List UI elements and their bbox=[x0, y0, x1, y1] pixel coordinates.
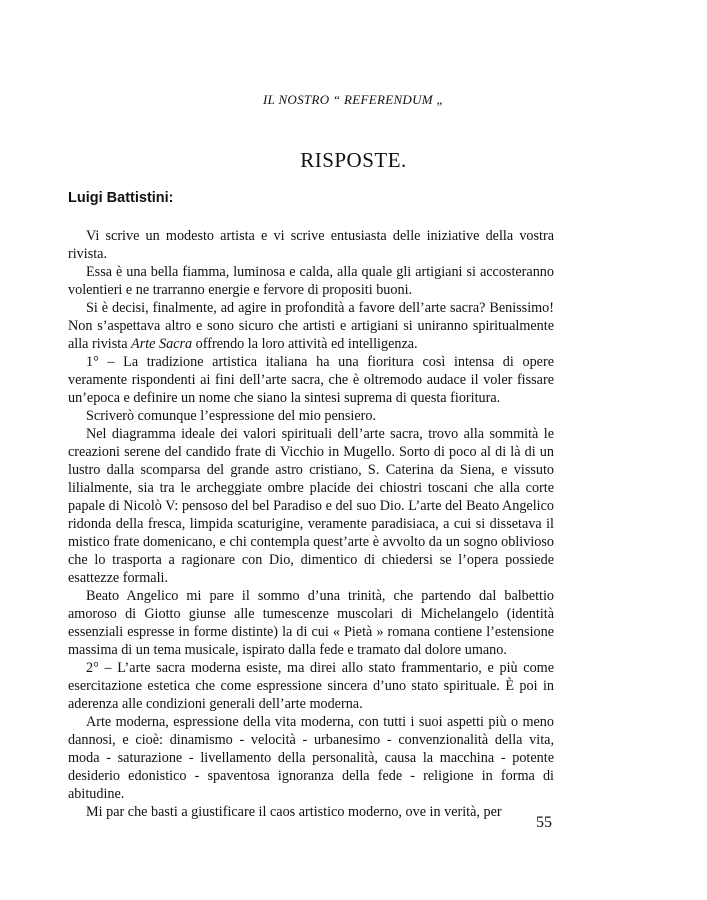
paragraph: Vi scrive un modesto artista e vi scrive entusiasta delle iniziative della vostra rivista. bbox=[68, 228, 554, 262]
paragraph: Beato Angelico mi pare il sommo d’una trinità, che partendo dal balbettio amoroso di Giotto giunse alle tumescenze muscolari di Michelangelo (identità essenziali espresse in forme distinte) la di cui « Pietà » romana contiene l’estensione massima di un tema musicale, ispirato dalla fede e tramato dal dolore umano. bbox=[68, 588, 554, 658]
paragraph: Mi par che basti a giustificare il caos artistico moderno, ove in verità, per bbox=[86, 804, 502, 820]
paragraph: Scriverò comunque l’espressione del mio pensiero. bbox=[86, 408, 376, 424]
paragraph-text: Si è decisi, finalmente, ad agire in profondità a favore dell’arte sacra? Benissimo! Non s’aspettava altro e sono sicuro che artisti e artigiani si uniranno spiritualmente alla rivista bbox=[68, 300, 554, 352]
paragraph: Nel diagramma ideale dei valori spirituali dell’arte sacra, trovo alla sommità le creazioni serene del candido frate di Vicchio in Mugello. Sorto di poco al di là di un lustro dalla scomparsa del grande astro cristiano, S. Caterina da Siena, e vissuto lilialmente, sia tra le archeggiate ombre placide dei chiostri toscani che alla corte papale di Nicolò V: pensoso del bel Paradiso e del suo Dio. L’arte del Beato Angelico ridonda della fresca, limpida scaturigine, veramente paradisiaca, a cui si dissetava il mistico frate domenicano, e chi contempla quest’arte è avvolto da un sogno oblivioso che lo trasporta a ragionare con Dio, dimentico di chiedersi se l’opera possiede esattezze formali. bbox=[68, 426, 554, 586]
article-body bbox=[68, 227, 554, 821]
page-title: RISPOSTE. bbox=[300, 148, 407, 172]
paragraph bbox=[68, 299, 554, 353]
running-head: IL NOSTRO “ REFERENDUM „ bbox=[262, 92, 445, 107]
magazine-name: Arte Sacra bbox=[131, 336, 193, 352]
author-name: Luigi Battistini: bbox=[68, 190, 174, 206]
page-number: 55 bbox=[536, 814, 552, 831]
paragraph: 1° – La tradizione artistica italiana ha una fioritura così intensa di opere veramente rispondenti ai fini dell’arte sacra, che è oltremodo audace il voler fissare un’epoca e definire un nome che siano la sintesi suprema di questa fioritura. bbox=[68, 354, 554, 406]
paragraph: Essa è una bella fiamma, luminosa e calda, alla quale gli artigiani si accosteranno volentieri e ne trarranno energie e fervore di propositi buoni. bbox=[68, 264, 554, 298]
paragraph: Arte moderna, espressione della vita moderna, con tutti i suoi aspetti più o meno dannosi, e cioè: dinamismo - velocità - urbanesimo - convenzionalità della vita, moda - saturazione - livellamento della personalità, causa la macchina - potente desiderio edonistico - spaventosa ignoranza della fede - religione in forma di abitudine. bbox=[68, 714, 554, 802]
paragraph-text: offrendo la loro attività ed intelligenza. bbox=[192, 336, 418, 352]
paragraph: 2° – L’arte sacra moderna esiste, ma direi allo stato frammentario, e più come esercitazione estetica che come espressione sincera d’uno stato spirituale. È poi in aderenza alle condizioni generali dell’arte moderna. bbox=[68, 660, 554, 712]
